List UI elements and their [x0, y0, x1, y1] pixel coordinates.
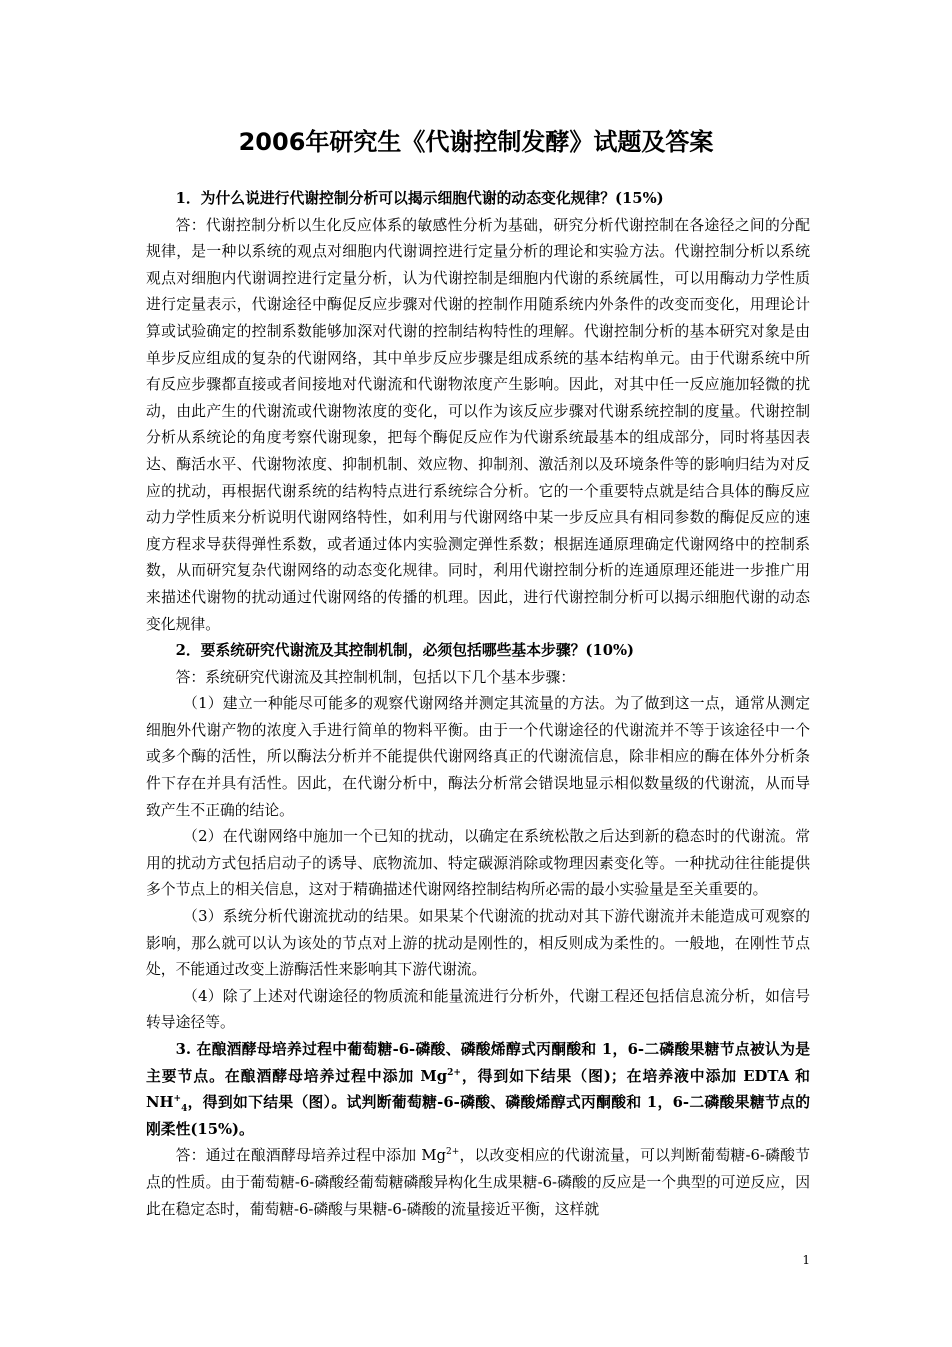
- answer-3-part-2: ，以改变相应的代谢流量，可以判断葡萄糖-6-磷酸节点的性质。由于葡萄糖-6-磷酸经葡萄糖磷酸异构化生成果糖-6-磷酸的反应是一个典型的可逆反应，因此在稳定态时，葡萄糖-6-磷酸与果糖-6-磷酸的流量接近平衡，这样就: [146, 1147, 811, 1218]
- question-2: 2．要系统研究代谢流及其控制机制，必须包括哪些基本步骤？(10%): [175, 642, 635, 660]
- nh4-charge-superscript: +: [173, 1094, 182, 1105]
- document-body: [146, 186, 810, 1223]
- answer-2-step-2: （2）在代谢网络中施加一个已知的扰动，以确定在系统松散之后达到新的稳态时的代谢流。常用的扰动方式包括启动子的诱导、底物流加、特定碳源消除或物理因素变化等。一种扰动往往能提供多个节点上的相关信息，这对于精确描述代谢网络控制结构所必需的最小实验量是至关重要的。: [146, 828, 810, 899]
- mg-charge-superscript: 2+: [447, 1067, 461, 1078]
- question-3-part-2: ，得到如下结果（图)；在培养液中添加 EDTA 和 NH: [146, 1067, 810, 1112]
- question-3: [146, 1037, 810, 1143]
- question-3-part-1: 3. 在酿酒酵母培养过程中葡萄糖-6-磷酸、磷酸烯醇式丙酮酸和 1，6-二磷酸果糖节点被认为是主要节点。在酿酒酵母培养过程中添加 Mg: [146, 1041, 810, 1085]
- answer-2-intro: 答：系统研究代谢流及其控制机制，包括以下几个基本步骤：: [175, 668, 576, 686]
- nh4-subscript: 4: [181, 1104, 188, 1115]
- answer-1: 答：代谢控制分析以生化反应体系的敏感性分析为基础，研究分析代谢控制在各途径之间的分配规律，是一种以系统的观点对细胞内代谢调控进行定量分析的理论和实验方法。代谢控制分析以系统观点对细胞内代谢调控进行定量分析，认为代谢控制是细胞内代谢的系统属性，可以用酶动力学性质进行定量表示，代谢途径中酶促反应步骤对代谢的控制作用随系统内外条件的改变而变化，用理论计算或试验确定的控制系数能够加深对代谢的控制结构特性的理解。代谢控制分析的基本研究对象是由单步反应组成的复杂的代谢网络，其中单步反应步骤是组成系统的基本结构单元。由于代谢系统中所有反应步骤都直接或者间接地对代谢流和代谢物浓度产生影响。因此，对其中任一反应施加轻微的扰动，由此产生的代谢流或代谢物浓度的变化，可以作为该反应步骤对代谢系统控制的度量。代谢控制分析从系统论的角度考察代谢现象，把每个酶促反应作为代谢系统最基本的组成部分，同时将基因表达、酶活水平、代谢物浓度、抑制机制、效应物、抑制剂、激活剂以及环境条件等的影响归结为对反应的扰动，再根据代谢系统的结构特点进行系统综合分析。它的一个重要特点就是结合具体的酶反应动力学性质来分析说明代谢网络特性，如利用与代谢网络中某一步反应具有相同参数的酶促反应的速度方程求导获得弹性系数，或者通过体内实验测定弹性系数；根据连通原理确定代谢网络中的控制系数，从而研究复杂代谢网络的动态变化规律。同时，利用代谢控制分析的连通原理还能进一步推广用来描述代谢物的扰动通过代谢网络的传播的机理。因此，进行代谢控制分析可以揭示细胞代谢的动态变化规律。: [146, 216, 810, 633]
- answer-2-step-3: （3）系统分析代谢流扰动的结果。如果某个代谢流的扰动对其下游代谢流并未能造成可观察的影响，那么就可以认为该处的节点对上游的扰动是刚性的，相反则成为柔性的。一般地，在刚性节点处，不能通过改变上游酶活性来影响其下游代谢流。: [146, 908, 810, 979]
- question-1: 1．为什么说进行代谢控制分析可以揭示细胞代谢的动态变化规律？(15%): [175, 190, 664, 207]
- answer-2-step-4: （4）除了上述对代谢途径的物质流和能量流进行分析外，代谢工程还包括信息流分析，如信号转导途径等。: [146, 987, 810, 1032]
- document-title: 2006年研究生《代谢控制发酵》试题及答案: [238, 128, 714, 156]
- answer-mg-charge-superscript: 2+: [445, 1147, 460, 1158]
- question-3-part-3: ，得到如下结果（图）。试判断葡萄糖-6-磷酸、磷酸烯醇式丙酮酸和 1，6-二磷酸果糖节点的刚柔性(15%)。: [146, 1094, 810, 1138]
- page-number: 1: [802, 1253, 810, 1267]
- answer-2-step-1: （1）建立一种能尽可能多的观察代谢网络并测定其流量的方法。为了做到这一点，通常从测定细胞外代谢产物的浓度入手进行简单的物料平衡。由于一个代谢途径的代谢流并不等于该途径中一个或多个酶的活性，所以酶法分析并不能提供代谢网络真正的代谢流信息，除非相应的酶在体外分析条件下存在并具有活性。因此，在代谢分析中，酶法分析常会错误地显示相似数量级的代谢流，从而导致产生不正确的结论。: [146, 695, 810, 819]
- answer-3: [146, 1143, 810, 1223]
- answer-3-part-1: 答：通过在酿酒酵母培养过程中添加 Mg: [175, 1147, 446, 1165]
